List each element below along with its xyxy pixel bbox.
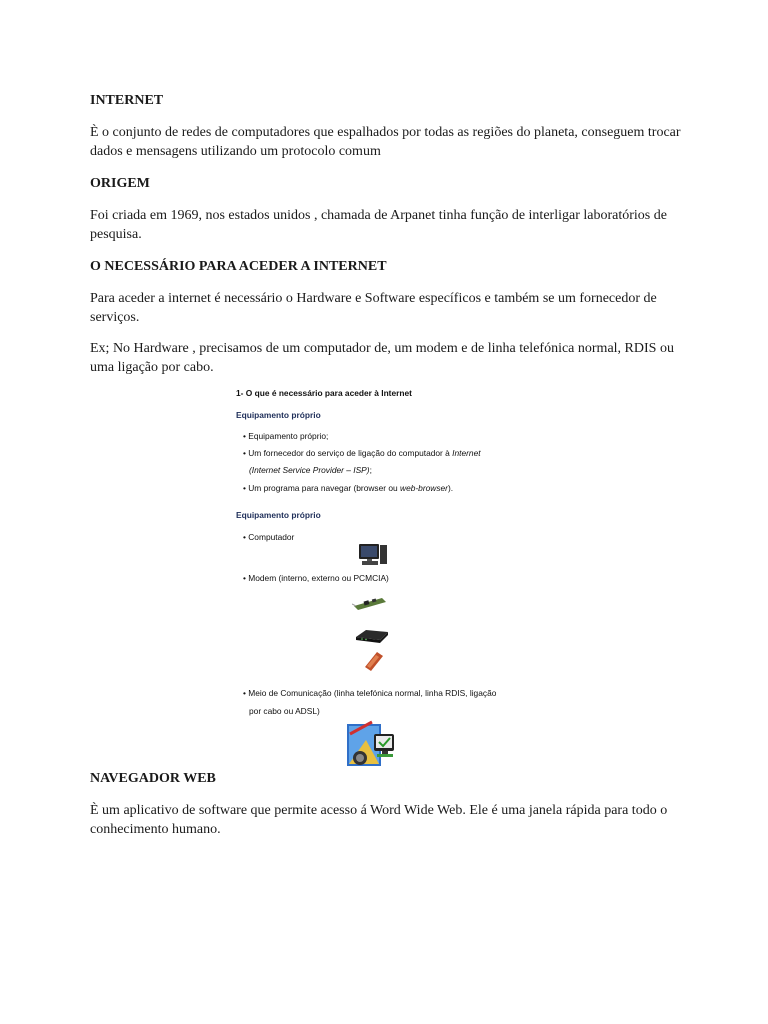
- heading-necessario: O NECESSÁRIO PARA ACEDER A INTERNET: [90, 259, 387, 274]
- external-modem-icon: [354, 627, 390, 645]
- computer-icon: [358, 542, 388, 568]
- figure-item-meio-cont: por cabo ou ADSL): [249, 706, 320, 716]
- figure-bullet-1: • Equipamento próprio;: [243, 431, 329, 441]
- figure-item-modem: • Modem (interno, externo ou PCMCIA): [243, 573, 389, 583]
- figure-subtitle-2: Equipamento próprio: [236, 510, 321, 520]
- web-browser-icon: [344, 720, 404, 772]
- paragraph-navegador: È um aplicativo de software que permite acesso á Word Wide Web. Ele é uma janela rápida para todo o conhecimento humano.: [90, 803, 668, 837]
- figure-subtitle-1: Equipamento próprio: [236, 410, 321, 420]
- figure-item-meio: • Meio de Comunicação (linha telefónica normal, linha RDIS, ligação: [243, 688, 497, 698]
- modem-card-icon: [352, 594, 388, 612]
- heading-internet: INTERNET: [90, 93, 164, 108]
- pcmcia-card-icon: [362, 649, 386, 673]
- equipment-figure: [234, 384, 500, 774]
- paragraph-exemplo: Ex; No Hardware , precisamos de um computador de, um modem e de linha telefónica normal, RDIS ou uma ligação por cabo.: [90, 341, 674, 375]
- figure-title: 1- O que é necessário para aceder à Internet: [236, 388, 412, 398]
- figure-bullet-2-cont: (Internet Service Provider – ISP);: [249, 465, 372, 475]
- heading-navegador: NAVEGADOR WEB: [90, 771, 216, 786]
- paragraph-origem: Foi criada em 1969, nos estados unidos , chamada de Arpanet tinha função de interligar laboratórios de pesquisa.: [90, 208, 667, 242]
- paragraph-necessario: Para aceder a internet é necessário o Hardware e Software específicos e também se um fornecedor de serviços.: [90, 291, 657, 325]
- figure-bullet-3: • Um programa para navegar (browser ou web-browser).: [243, 483, 454, 493]
- document-body: [90, 91, 690, 377]
- figure-item-computador: • Computador: [243, 532, 295, 542]
- heading-origem: ORIGEM: [90, 176, 150, 191]
- paragraph-internet: È o conjunto de redes de computadores que espalhados por todas as regiões do planeta, conseguem trocar dados e mensagens utilizando um protocolo comum: [90, 125, 681, 159]
- figure-bullet-2: • Um fornecedor do serviço de ligação do computador à Internet: [243, 448, 481, 458]
